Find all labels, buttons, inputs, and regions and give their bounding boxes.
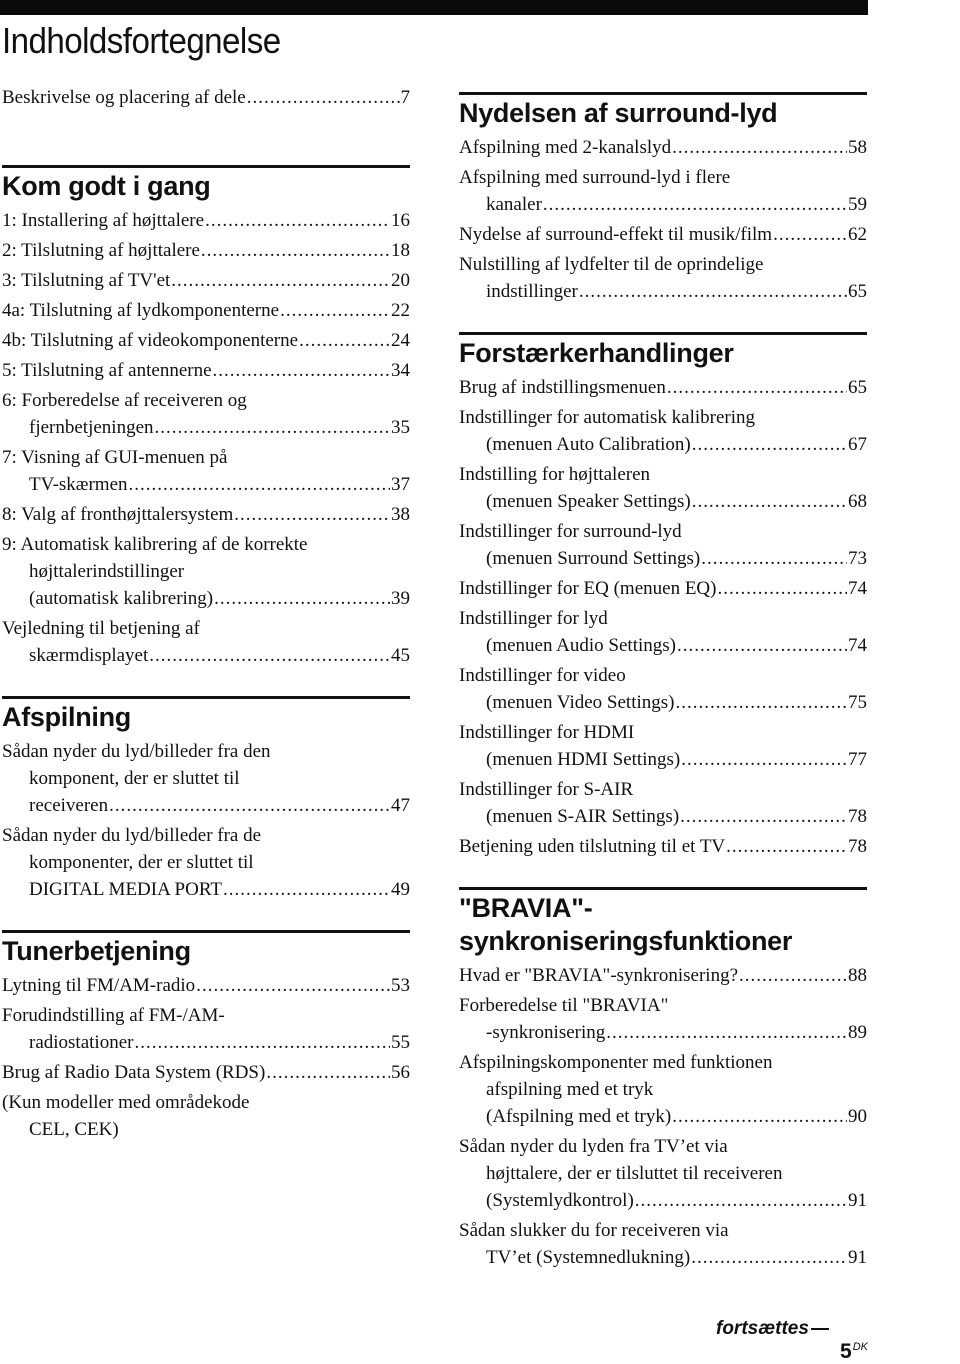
dot-leader: [675, 689, 847, 716]
toc-entry-line: [2, 876, 410, 903]
toc-entry[interactable]: [459, 605, 867, 659]
toc-entry-line: [459, 374, 867, 401]
toc-entry[interactable]: [2, 738, 410, 819]
toc-entry-text: 6: Forberedelse af receiveren og: [2, 390, 247, 411]
toc-entry-text: fjernbetjeningen: [29, 417, 154, 438]
toc-entry-text: Indstillinger for S-AIR: [459, 779, 634, 800]
toc-entry-line: [459, 1019, 867, 1046]
toc-page-number: 74: [848, 635, 867, 656]
toc-entry[interactable]: [459, 374, 867, 401]
toc-entry[interactable]: [2, 267, 410, 294]
page-number-value: 5: [840, 1340, 852, 1363]
dot-leader: [201, 237, 390, 264]
toc-entry-line: [459, 1244, 867, 1271]
dot-leader: [266, 1059, 390, 1086]
dot-leader: [680, 803, 847, 830]
toc-entry-text: 3: Tilslutning af TV'et: [2, 270, 171, 291]
toc-entry-text: 9: Automatisk kalibrering af de korrekte: [2, 534, 308, 555]
toc-entry[interactable]: [459, 134, 867, 161]
toc-page-number: 62: [848, 224, 867, 245]
toc-entry[interactable]: [2, 1089, 410, 1143]
dot-leader: [234, 501, 390, 528]
toc-section: [459, 332, 867, 860]
dot-leader: [773, 221, 847, 248]
toc-entry[interactable]: [459, 662, 867, 716]
toc-entry[interactable]: [459, 1217, 867, 1271]
toc-entry-text: 8: Valg af fronthøjttalersystem: [2, 504, 234, 525]
section-spacer: [2, 141, 410, 165]
toc-entry-line: [459, 134, 867, 161]
toc-entry-text: Hvad er "BRAVIA"-synkronisering?: [459, 965, 739, 986]
toc-entry[interactable]: [2, 1059, 410, 1086]
toc-entry-text: Nulstilling af lydfelter til de oprindelige: [459, 254, 764, 275]
section-spacer: [2, 906, 410, 930]
toc-entry-text: -synkronisering: [486, 1022, 606, 1043]
dot-leader: [223, 876, 390, 903]
toc-section: [459, 92, 867, 305]
dot-leader: [129, 471, 390, 498]
toc-page-number: 65: [848, 281, 867, 302]
toc-entry-line: [2, 84, 410, 111]
toc-page-number: 53: [391, 975, 410, 996]
toc-page-number: 34: [391, 360, 410, 381]
toc-page-number: 18: [391, 240, 410, 261]
toc-entry-line: [459, 575, 867, 602]
dot-leader: [717, 575, 847, 602]
toc-entry-text: Sådan nyder du lyd/billeder fra den: [2, 741, 271, 762]
toc-page-number: 67: [848, 434, 867, 455]
toc-entry-line: [2, 414, 410, 441]
toc-entry[interactable]: [2, 615, 410, 669]
dot-leader: [171, 267, 390, 294]
toc-page-number: 91: [848, 1190, 867, 1211]
toc-page-number: 68: [848, 491, 867, 512]
dot-leader: [247, 84, 400, 111]
toc-page-number: 78: [848, 806, 867, 827]
dot-leader: [299, 327, 390, 354]
toc-entry-text: (Afspilning med et tryk): [486, 1106, 672, 1127]
section-heading: Tunerbetjening: [2, 936, 191, 966]
toc-entry[interactable]: [459, 992, 867, 1046]
toc-page-number: 7: [400, 87, 410, 108]
toc-entry-text: (menuen Auto Calibration): [486, 434, 691, 455]
toc-page-number: 77: [848, 749, 867, 770]
toc-entry-text: 1: Installering af højttalere: [2, 210, 205, 231]
toc-entry-line: [2, 585, 410, 612]
toc-page-number: 38: [391, 504, 410, 525]
toc-page-number: 37: [391, 474, 410, 495]
page-number-suffix: DK: [852, 1341, 868, 1353]
toc-entry-line: [459, 833, 867, 860]
toc-page-number: 78: [848, 836, 867, 857]
toc-page-number: 56: [391, 1062, 410, 1083]
dot-leader: [213, 357, 390, 384]
toc-page-number: 65: [848, 377, 867, 398]
toc-entry[interactable]: [459, 833, 867, 860]
toc-entry[interactable]: [459, 164, 867, 218]
toc-entry-line: [459, 545, 867, 572]
toc-entry-text: Indstillinger for HDMI: [459, 722, 635, 743]
toc-page-number: 47: [391, 795, 410, 816]
toc-entry[interactable]: [2, 1002, 410, 1056]
toc-entry-text: (Kun modeller med områdekode: [2, 1092, 250, 1113]
toc-entry-text: 2: Tilslutning af højttalere: [2, 240, 200, 261]
section-spacer: [459, 308, 867, 332]
toc-entry[interactable]: [459, 719, 867, 773]
toc-entry-text: (menuen Video Settings): [486, 692, 675, 713]
toc-entry-line: [459, 689, 867, 716]
toc-entry-text: Lytning til FM/AM-radio: [2, 975, 196, 996]
toc-entry-text: Indstilling for højttaleren: [459, 464, 651, 485]
toc-entry-text: Afspilning med surround-lyd i flere: [459, 167, 731, 188]
toc-entry[interactable]: [459, 776, 867, 830]
toc-entry-text: DIGITAL MEDIA PORT: [29, 879, 222, 900]
toc-entry-text: Nydelse af surround-effekt til musik/film: [459, 224, 773, 245]
toc-entry[interactable]: [2, 972, 410, 999]
toc-page-number: 73: [848, 548, 867, 569]
section-heading: [459, 892, 867, 958]
toc-entry[interactable]: [2, 501, 410, 528]
continued-text: fortsættes: [716, 1318, 809, 1339]
toc-entry-text: 4a: Tilslutning af lydkomponenterne: [2, 300, 280, 321]
toc-entry-text: 4b: Tilslutning af videokomponenterne: [2, 330, 299, 351]
toc-entry-text: Afspilning med 2-kanalslyd: [459, 137, 672, 158]
toc-entry[interactable]: [459, 221, 867, 248]
toc-entry[interactable]: [2, 822, 410, 903]
toc-entry[interactable]: [459, 518, 867, 572]
toc-entry-line: [2, 1029, 410, 1056]
toc-entry-line: [2, 207, 410, 234]
toc-entry-line: [459, 431, 867, 458]
dot-leader: [726, 833, 847, 860]
toc-entry-line: [2, 792, 410, 819]
left-column: [2, 84, 410, 1146]
right-column: [459, 92, 867, 1274]
toc-page-number: 90: [848, 1106, 867, 1127]
toc-entry-line: [2, 1059, 410, 1086]
toc-entry[interactable]: [459, 251, 867, 305]
toc-entry-text: skærmdisplayet: [29, 645, 149, 666]
dot-leader: [672, 1103, 847, 1130]
toc-entry-text: Betjening uden tilslutning til et TV: [459, 836, 726, 857]
toc-entry-text: Afspilningskomponenter med funktionen: [459, 1052, 773, 1073]
toc-entry-text: Sådan nyder du lyd/billeder fra de: [2, 825, 262, 846]
toc-entry-text: Brug af Radio Data System (RDS): [2, 1062, 266, 1083]
toc-entry[interactable]: [2, 327, 410, 354]
dot-leader: [606, 1019, 847, 1046]
toc-section: [2, 930, 410, 1143]
toc-entry-text: Forberedelse til "BRAVIA": [459, 995, 669, 1016]
toc-entry-text: Sådan slukker du for receiveren via: [459, 1220, 729, 1241]
toc-entry-text: (menuen Audio Settings): [486, 635, 676, 656]
toc-entry-line: [2, 471, 410, 498]
dot-leader: [701, 545, 847, 572]
toc-entry[interactable]: [2, 84, 410, 111]
top-rule: [0, 0, 868, 15]
toc-entry-text: Vejledning til betjening af: [2, 618, 200, 639]
toc-entry-line: [459, 278, 867, 305]
toc-entry[interactable]: [459, 404, 867, 458]
toc-entry-line: [459, 1103, 867, 1130]
toc-entry-text: 7: Visning af GUI-menuen på: [2, 447, 228, 468]
toc-entry-text: Indstillinger for video: [459, 665, 626, 686]
toc-entry-line: [2, 642, 410, 669]
dot-leader: [677, 632, 847, 659]
continued-arrow-icon: [811, 1328, 829, 1330]
toc-entry-text: receiveren: [29, 795, 109, 816]
dot-leader: [149, 642, 390, 669]
dot-leader: [672, 134, 847, 161]
toc-entry-line: [459, 191, 867, 218]
toc-entry[interactable]: [459, 1049, 867, 1130]
section-heading: Forstærkerhandlinger: [459, 338, 734, 368]
section-heading: Afspilning: [2, 702, 131, 732]
toc-entry-line: [459, 632, 867, 659]
dot-leader: [579, 278, 847, 305]
toc-page-number: 55: [391, 1032, 410, 1053]
toc-section: [2, 696, 410, 903]
toc-entry-text: højttalerindstillinger: [29, 561, 185, 582]
toc-entry-text: Indstillinger for lyd: [459, 608, 608, 629]
toc-entry[interactable]: [2, 357, 410, 384]
toc-entry-line: [2, 327, 410, 354]
page-number: [840, 1340, 868, 1364]
toc-entry-text: radiostationer: [29, 1032, 134, 1053]
toc-entry-text: (menuen Surround Settings): [486, 548, 701, 569]
toc-entry-text: TV-skærmen: [29, 474, 128, 495]
toc-section: [2, 165, 410, 669]
toc-entry-line: [2, 972, 410, 999]
toc-entry[interactable]: [2, 444, 410, 498]
toc-entry-line: [2, 357, 410, 384]
toc-entry-text: (Systemlydkontrol): [486, 1190, 634, 1211]
toc-entry[interactable]: [2, 207, 410, 234]
toc-entry[interactable]: [459, 575, 867, 602]
toc-page-number: 74: [848, 578, 867, 599]
toc-entry-line: [459, 746, 867, 773]
toc-page-number: 89: [848, 1022, 867, 1043]
toc-entry-text: indstillinger: [486, 281, 578, 302]
section-heading: Kom godt i gang: [2, 171, 211, 201]
toc-entry-text: CEL, CEK): [29, 1119, 119, 1140]
toc-entry-line: [459, 962, 867, 989]
toc-entry-text: højttalere, der er tilsluttet til receiveren: [486, 1163, 783, 1184]
toc-page-number: 91: [848, 1247, 867, 1268]
toc-entry-text: komponenter, der er sluttet til: [29, 852, 254, 873]
section-heading-line: "BRAVIA"-: [459, 893, 593, 923]
page-title: Indholdsfortegnelse: [2, 20, 281, 61]
dot-leader: [681, 746, 847, 773]
toc-entry[interactable]: [459, 962, 867, 989]
toc-page-number: 39: [391, 588, 410, 609]
toc-entry-text: Forudindstilling af FM-/AM-: [2, 1005, 225, 1026]
toc-entry-line: [2, 501, 410, 528]
toc-page-number: 88: [848, 965, 867, 986]
toc-entry-text: (menuen HDMI Settings): [486, 749, 681, 770]
dot-leader: [691, 1244, 847, 1271]
toc-entry-line: [459, 221, 867, 248]
toc-page-number: 20: [391, 270, 410, 291]
section-heading-line: synkroniseringsfunktioner: [459, 926, 793, 956]
dot-leader: [134, 1029, 390, 1056]
dot-leader: [214, 585, 390, 612]
toc-page-number: 16: [391, 210, 410, 231]
toc-entry-text: Sådan nyder du lyden fra TV’et via: [459, 1136, 728, 1157]
dot-leader: [155, 414, 390, 441]
toc-entry-text: Indstillinger for automatisk kalibrering: [459, 407, 756, 428]
toc-page-number: 75: [848, 692, 867, 713]
toc-entry-text: (automatisk kalibrering): [29, 588, 214, 609]
toc-entry-text: (menuen S-AIR Settings): [486, 806, 680, 827]
toc-entry-line: [2, 267, 410, 294]
dot-leader: [280, 297, 390, 324]
dot-leader: [205, 207, 390, 234]
toc-entry-text: Indstillinger for EQ (menuen EQ): [459, 578, 717, 599]
toc-entry-line: [2, 297, 410, 324]
section-heading: Nydelsen af surround-lyd: [459, 98, 778, 128]
toc-entry-text: Indstillinger for surround-lyd: [459, 521, 682, 542]
dot-leader: [543, 191, 847, 218]
toc-entry[interactable]: [2, 531, 410, 612]
toc-page-number: 49: [391, 879, 410, 900]
toc-page-number: 22: [391, 300, 410, 321]
dot-leader: [196, 972, 390, 999]
toc-entry-text: komponent, der er sluttet til: [29, 768, 240, 789]
dot-leader: [109, 792, 390, 819]
continued-note: [716, 1318, 829, 1340]
dot-leader: [635, 1187, 847, 1214]
toc-page-number: 45: [391, 645, 410, 666]
toc-entry-line: [2, 237, 410, 264]
toc-entry[interactable]: [459, 461, 867, 515]
dot-leader: [667, 374, 847, 401]
toc-entry-line: [459, 1187, 867, 1214]
toc-page-number: 24: [391, 330, 410, 351]
toc-page-number: 59: [848, 194, 867, 215]
toc-entry[interactable]: [2, 237, 410, 264]
toc-entry-text: Brug af indstillingsmenuen: [459, 377, 666, 398]
toc-entry[interactable]: [2, 387, 410, 441]
toc-entry-text: 5: Tilslutning af antennerne: [2, 360, 212, 381]
toc-section: [459, 887, 867, 1271]
dot-leader: [692, 431, 847, 458]
toc-entry[interactable]: [2, 297, 410, 324]
toc-page-number: 35: [391, 417, 410, 438]
dot-leader: [692, 488, 847, 515]
dot-leader: [739, 962, 847, 989]
toc-entry-text: (menuen Speaker Settings): [486, 491, 691, 512]
toc-entry-line: [459, 488, 867, 515]
toc-entry-text: afspilning med et tryk: [486, 1079, 654, 1100]
toc-entry-line: [459, 803, 867, 830]
toc-entry-text: Beskrivelse og placering af dele: [2, 87, 246, 108]
toc-entry-text: kanaler: [486, 194, 542, 215]
toc-entry-text: TV’et (Systemnedlukning): [486, 1247, 691, 1268]
toc-page-number: 58: [848, 137, 867, 158]
section-spacer: [2, 672, 410, 696]
toc-entry[interactable]: [459, 1133, 867, 1214]
toc-section: [2, 84, 410, 111]
section-spacer: [459, 863, 867, 887]
